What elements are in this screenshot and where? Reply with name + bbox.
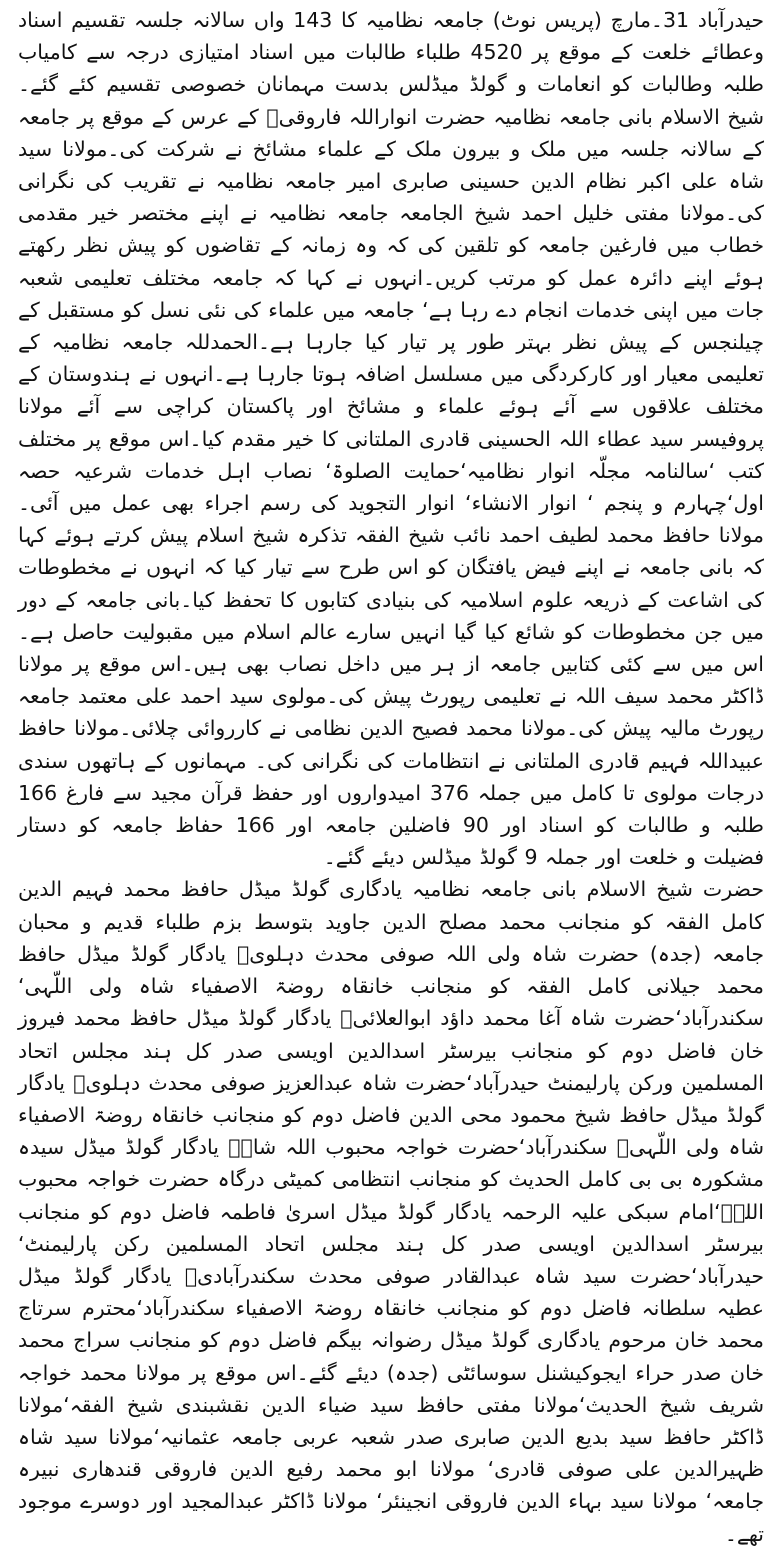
article-paragraph-main: حیدرآباد 31۔مارچ (پریس نوٹ) جامعہ نظامیہ کا 143 واں سالانہ جلسہ تقسیم اسناد وعطائے خلعت کے موقع پر 4520 طلباء طالبات میں اسناد امتیازی درجہ سے کامیاب طلبہ وطالبات کو انعامات و گولڈ میڈلس بدست مہمانان خصوصی تقسیم کئے گئے۔شیخ الاسلام بانی جامعہ نظامیہ حضرت انواراللہ فاروقیؒ کے عرس کے موقع پر جامعہ کے سالانہ جلسہ میں ملک و بیرون ملک کے علماء مشائخ نے شرکت کی۔مولانا سید شاہ علی اکبر نظام الدین حسینی صابری امیر جامعہ نظامیہ نے تقریب کی نگرانی کی۔مولانا مفتی خلیل احمد شیخ الجامعہ جامعہ نظامیہ نے اپنے مختصر خیر مقدمی خطاب میں فارغین جامعہ کو تلقین کی کہ وہ زمانہ کے تقاضوں کو پیش نظر رکھتے ہوئے اپنے دائرہ عمل کو مرتب کریں۔انہوں نے کہا کہ جامعہ مختلف تعلیمی شعبہ جات میں اپنی خدمات انجام دے رہا ہے‘ جامعہ میں علماء کی نئی نسل کو مستقبل کے چیلنجس کے پیش نظر بہتر طور پر تیار کیا جارہا ہے۔الحمدللہ جامعہ نظامیہ کے تعلیمی معیار اور کارکردگی میں مسلسل اضافہ ہوتا جارہا ہے۔انہوں نے ہندوستان کے مختلف علاقوں سے آئے ہوئے علماء و مشائخ اور پاکستان کراچی سے آئے مولانا پروفیسر سید عطاء اللہ الحسینی قادری الملتانی کا خیر مقدم کیا۔اس موقع پر مختلف کتب ‘سالنامہ مجلّہ انوار نظامیہ‘حمایت الصلوۃ‘ نصاب اہل خدمات شرعیہ حصہ اول‘چہارم و پنجم ‘ انوار الانشاء‘ انوار التجوید کی رسم اجراء بھی عمل میں آئی۔مولانا حافظ محمد لطیف احمد نائب شیخ الفقہ تذکرہ شیخ اسلام پیش کرتے ہوئے کہا کہ بانی جامعہ نے اپنے فیض یافتگان کو اس طرح سے تیار کیا کہ انہوں نے مخطوطات کی اشاعت کے ذریعہ علوم اسلامیہ کی بنیادی کتابوں کا تحفظ کیا۔بانی جامعہ کے دور میں جن مخطوطات کو شائع کیا گیا انہیں سارے عالم اسلام میں مقبولیت حاصل ہے۔اس میں سے کئی کتابیں جامعہ از ہر میں داخل نصاب بھی ہیں۔اس موقع پر مولانا ڈاکٹر محمد سیف اللہ نے تعلیمی رپورٹ پیش کی۔مولوی سید احمد علی معتمد جامعہ رپورٹ مالیہ پیش کی۔مولانا محمد فصیح الدین نظامی نے کارروائی چلائی۔مولانا حافظ عبیداللہ فہیم قادری الملتانی نے انتظامات کی نگرانی کی۔ مہمانوں کے ہاتھوں سندی درجات مولوی تا کامل میں جملہ 376 امیدواروں اور حفظ قرآن مجید سے فارغ 166 طلبہ و طالبات کو اسناد اور 90 فاضلین جامعہ اور 166 حفاظ جامعہ کو دستار فضیلت و خلعت اور جملہ 9 گولڈ میڈلس دیئے گئے۔ — [18, 8, 765, 870]
article-paragraph-medals: حضرت شیخ الاسلام بانی جامعہ نظامیہ یادگاری گولڈ میڈل حافظ محمد فہیم الدین کامل الفقہ کو منجانب محمد مصلح الدین جاوید بتوسط بزم طلباء قدیم و محبان جامعہ (جدہ) حضرت شاہ ولی اللہ صوفی محدث دہلویؒ یادگار گولڈ میڈل حافظ محمد جیلانی کامل الفقہ کو منجانب خانقاہ روضۃ الاصفیاء شاہ ولی اللّہی‘ سکندرآباد‘حضرت شاہ آغا محمد داؤد ابوالعلائیؒ یادگار گولڈ میڈل حافظ محمد فیروز خان فاضل دوم کو منجانب بیرسٹر اسدالدین اویسی صدر کل ہند مجلس اتحاد المسلمین ورکن پارلیمنٹ حیدرآباد‘حضرت شاہ عبدالعزیز صوفی محدث دہلویؒ یادگار گولڈ میڈل حافظ شیخ محمود محی الدین فاضل دوم کو منجانب خانقاہ روضۃ الاصفیاء شاہ ولی اللّہیؒ سکندرآباد‘حضرت خواجہ محبوب اللہ شاہؒ یادگار گولڈ میڈل سیدہ مشکورہ بی بی کامل الحدیث کو منجانب انتظامی کمیٹی درگاہ حضرت خواجہ محبوب اللہؒ‘امام سبکی علیہ الرحمہ یادگار گولڈ میڈل اسریٰ فاطمہ فاضل دوم کو منجانب بیرسٹر اسدالدین اویسی صدر کل ہند مجلس اتحاد المسلمین رکن پارلیمنٹ‘ حیدرآباد‘حضرت سید شاہ عبدالقادر صوفی محدث سکندرآبادیؒ یادگار گولڈ میڈل عطیہ سلطانہ فاضل دوم کو منجانب خانقاہ روضۃ الاصفیاء سکندرآباد‘محترم سرتاج محمد خان مرحوم یادگاری گولڈ میڈل رضوانہ بیگم فاضل دوم کو منجانب سراج محمد خان صدر حراء ایجوکیشنل سوسائٹی (جدہ) دیئے گئے۔اس موقع پر مولانا محمد خواجہ شریف شیخ الحدیث‘مولانا مفتی حافظ سید ضیاء الدین نقشبندی شیخ الفقہ‘مولانا ڈاکٹر حافظ سید بدیع الدین صابری صدر شعبہ عربی جامعہ عثمانیہ‘مولانا سید شاہ ظہیرالدین علی صوفی قادری‘ مولانا ابو محمد رفیع الدین فاروقی قندھاری نبیرہ جامعہ‘ مولانا سید بہاء الدین فاروقی انجینئر‘ مولانا ڈاکٹر عبدالمجید اور دوسرے موجود تھے۔ — [18, 877, 764, 1546]
press-note-article — [18, 4, 764, 1550]
